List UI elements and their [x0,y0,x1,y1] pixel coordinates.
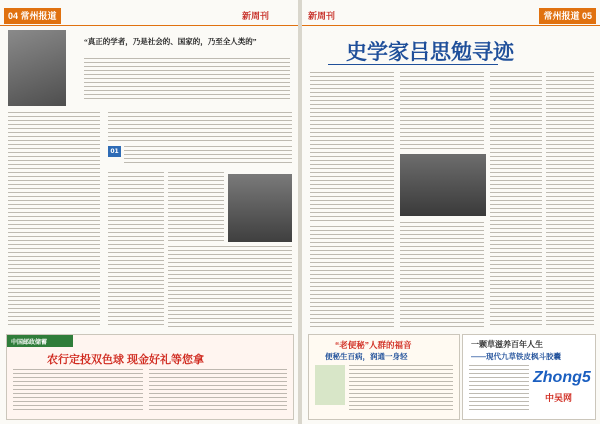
zhong5-logo-icon: Zhong5 [533,369,591,386]
ad-left-subheadline: 便秘生百病，润通一身轻 [325,352,408,361]
left-brand-logo: 新周刊 [242,11,270,21]
article-column-4 [168,172,224,242]
right-column-5 [310,226,394,328]
article-column-5 [168,246,292,328]
right-column-6 [400,222,484,328]
archive-photo [400,154,486,216]
right-column-3 [490,72,542,328]
left-masthead [0,8,298,24]
right-section-badge: 常州报道 05 [539,8,596,24]
section-number-badge: 01 [108,146,121,157]
intro-paragraph [84,58,290,102]
left-masthead-rule [0,25,298,26]
right-column-1 [310,72,394,222]
lottery-ad[interactable] [6,334,294,420]
product-box-image [315,365,345,405]
article-column-1 [8,112,100,328]
group-photo [228,174,292,242]
right-page [302,0,600,424]
ad-text-block-2 [149,369,287,413]
ad-text-block-1 [13,369,143,413]
article-column-3 [108,172,164,328]
main-title: 史学家吕思勉寻迹 [346,40,514,64]
constipation-ad[interactable] [308,334,460,420]
left-section-badge: 04 常州报道 [4,8,61,24]
article-column-2-lead [124,146,292,166]
ad-right-subheadline: ——现代九草铁皮枫斗胶囊 [471,352,561,361]
ad-left-headline: “老便秘”人群的福音 [335,340,412,350]
ad-headline: 农行定投双色球 现金好礼等您拿 [47,354,205,366]
ad-right-headline: 一颗草滋养百年人生 [471,340,543,349]
left-page [0,0,298,424]
right-column-4 [546,72,594,328]
title-underline [328,64,498,65]
right-masthead [302,8,600,24]
ad-right-text [469,365,529,411]
ad-left-text [349,365,453,411]
right-column-2 [400,72,484,150]
quote-headline: “真正的学者，乃是社会的、国家的，乃至全人类的” [84,37,257,46]
supplement-ad[interactable] [462,334,596,420]
portrait-photo [8,30,66,106]
bank-name: 中国邮政储蓄 [11,340,48,346]
zhong5-logo-cn: 中吴网 [545,393,573,403]
article-column-2-top [108,112,292,142]
right-masthead-rule [302,25,600,26]
right-brand-logo: 新周刊 [308,11,336,21]
